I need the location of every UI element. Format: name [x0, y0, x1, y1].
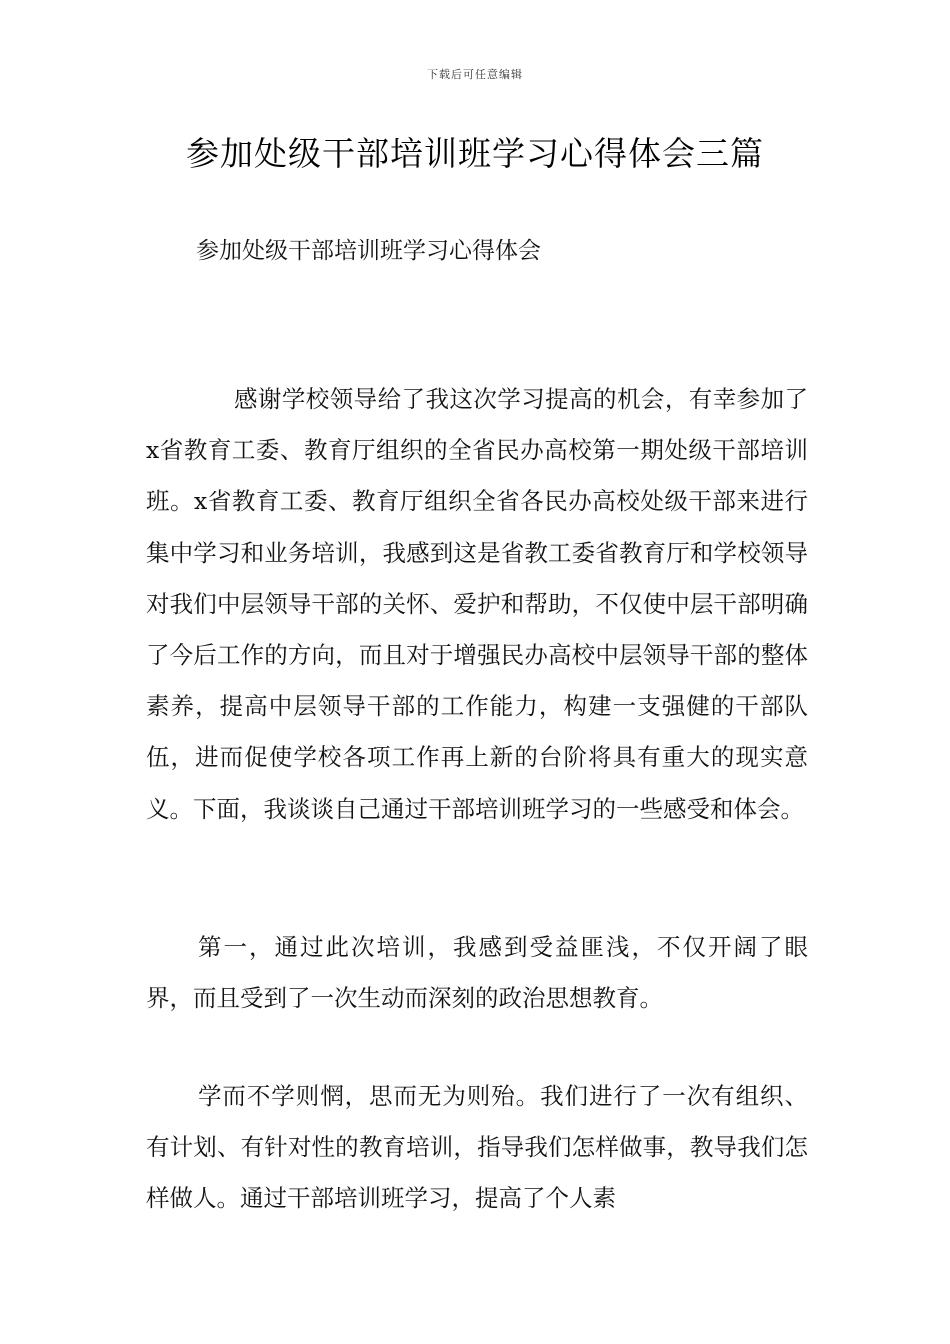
paragraph-first-point: 第一，通过此次培训，我感到受益匪浅，不仅开阔了眼界，而且受到了一次生动而深刻的政治思想教育。	[146, 933, 808, 1013]
header-note: 下载后可任意编辑	[427, 68, 523, 81]
paragraph-learning: 学而不学则惘，思而无为则殆。我们进行了一次有组织、有计划、有针对性的教育培训，指导我们怎样做事，教导我们怎样做人。通过干部培训班学习，提高了个人素	[146, 1082, 808, 1213]
document-title: 参加处级干部培训班学习心得体会三篇	[186, 134, 764, 173]
paragraph-intro: 感谢学校领导给了我这次学习提高的机会，有幸参加了x省教育工委、教育厅组织的全省民办高校第一期处级干部培训班。x省教育工委、教育厅组织全省各民办高校处级干部来进行集中学习和业务培训，我感到这是省教工委省教育厅和学校领导对我们中层领导干部的关怀、爱护和帮助，不仅使中层干部明确了今后工作的方向，而且对于增强民办高校中层领导干部的整体素养，提高中层领导干部的工作能力，构建一支强健的干部队伍，进而促使学校各项工作再上新的台阶将具有重大的现实意义。下面，我谈谈自己通过干部培训班学习的一些感受和体会。	[146, 385, 808, 823]
document-subtitle: 参加处级干部培训班学习心得体会	[196, 238, 541, 264]
